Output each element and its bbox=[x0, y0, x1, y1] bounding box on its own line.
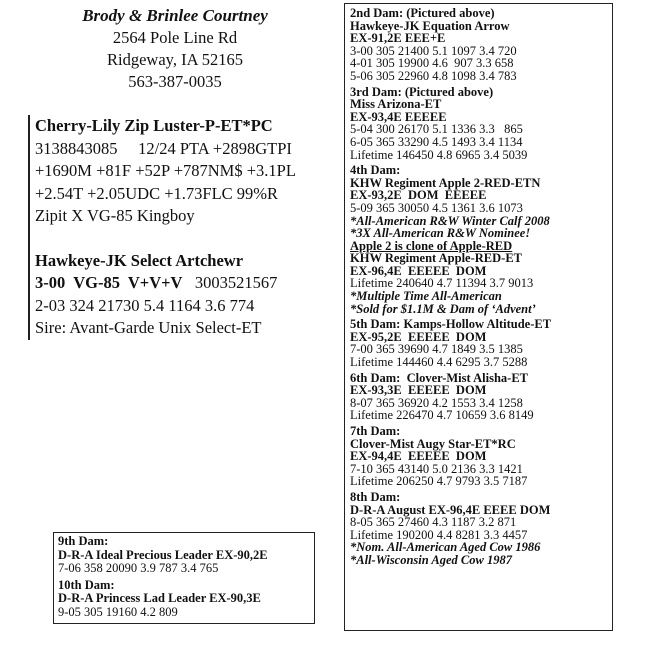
owner-street: 2564 Pole Line Rd bbox=[112, 28, 238, 47]
featured-animal bbox=[28, 115, 340, 340]
owner-city: Ridgeway, IA 52165 bbox=[107, 50, 243, 69]
dam3-class: EX-93,4E EEEEE bbox=[350, 109, 447, 124]
dam2-class: EX-91,2E EEE+E bbox=[350, 31, 446, 46]
dam4b-class: EX-96,4E EEEEE DOM bbox=[350, 263, 487, 278]
dam8-note-2: *All-Wisconsin Aged Cow 1987 bbox=[350, 552, 512, 567]
dam9-title: 9th Dam: bbox=[58, 534, 109, 548]
dam6-record-1: 8-07 365 36920 4.2 1553 3.4 1258 bbox=[350, 395, 523, 410]
dam6-lifetime: Lifetime 226470 4.7 10659 3.6 8149 bbox=[350, 408, 534, 423]
dam4-name: KHW Regiment Apple 2-RED-ETN bbox=[350, 175, 541, 190]
dam8-record-1: 8-05 365 27460 4.3 1187 3.2 871 bbox=[350, 515, 517, 530]
dam4-section bbox=[350, 164, 607, 315]
dam3-name: Miss Arizona-ET bbox=[350, 97, 442, 112]
dam2-record-1: 3-00 305 21400 5.1 1097 3.4 720 bbox=[350, 43, 517, 58]
dam3-record-1: 5-04 300 26170 5.1 1336 3.3 865 bbox=[350, 122, 523, 137]
dam-reg-number: 3003521567 bbox=[182, 273, 278, 292]
animal-sire-stack: Zipit X VG-85 Kingboy bbox=[35, 206, 195, 225]
dam6-section bbox=[350, 372, 607, 422]
animal-id-pta: 3138843085 12/24 PTA +2898GTPI bbox=[35, 138, 292, 158]
dam4-clone-note: Apple 2 is clone of Apple-RED bbox=[350, 238, 513, 253]
pedigree-box bbox=[344, 3, 613, 631]
dam9-record: 7-06 358 20090 3.9 787 3.4 765 bbox=[58, 561, 219, 575]
lower-dams-box bbox=[53, 532, 315, 624]
dam8-title: 8th Dam: bbox=[350, 489, 401, 504]
dam4b-note-2: *Sold for $1.1M & Dam of ‘Advent’ bbox=[350, 301, 536, 316]
dam7-name: Clover-Mist Augy Star-ET*RC bbox=[350, 436, 516, 451]
dam10-record: 9-05 305 19160 4.2 809 bbox=[58, 604, 178, 619]
dam4b-note-1: *Multiple Time All-American bbox=[350, 289, 502, 304]
dam-sire: Sire: Avant-Garde Unix Select-ET bbox=[35, 318, 262, 337]
dam4b-name: KHW Regiment Apple-RED-ET bbox=[350, 251, 522, 266]
owner-name: Brody & Brinlee Courtney bbox=[82, 6, 268, 25]
dam7-lifetime: Lifetime 206250 4.7 9793 3.5 7187 bbox=[350, 474, 528, 489]
dam8-section bbox=[350, 491, 607, 567]
dam6-title: 6th Dam: Clover-Mist Alisha-ET bbox=[350, 370, 528, 385]
dam4-title: 4th Dam: bbox=[350, 163, 401, 178]
dam-record: 2-03 324 21730 5.4 1164 3.6 774 bbox=[35, 295, 255, 315]
owner-contact bbox=[20, 5, 330, 93]
dam-classification bbox=[35, 272, 340, 295]
dam-name: Hawkeye-JK Select Artchewr bbox=[35, 250, 244, 270]
animal-genomics-1: +1690M +81F +52P +787NM$ +3.1PL bbox=[35, 161, 296, 180]
dam3-lifetime: Lifetime 146450 4.8 6965 3.4 5039 bbox=[350, 147, 528, 162]
dam6-class: EX-93,3E EEEEE DOM bbox=[350, 383, 487, 398]
dam5-lifetime: Lifetime 144460 4.4 6295 3.7 5288 bbox=[350, 355, 528, 370]
dam8-lifetime: Lifetime 190200 4.4 8281 3.3 4457 bbox=[350, 527, 528, 542]
dam2-name: Hawkeye-JK Equation Arrow bbox=[350, 18, 510, 33]
dam2-section bbox=[350, 7, 607, 83]
dam-class-score: 3-00 VG-85 V+V+V bbox=[35, 273, 183, 292]
dam5-title: 5th Dam: Kamps-Hollow Altitude-ET bbox=[350, 317, 552, 332]
dam4b-lifetime: Lifetime 240640 4.7 11394 3.7 9013 bbox=[350, 276, 534, 291]
dam5-section bbox=[350, 318, 607, 368]
dam4-note-2: *3X All-American R&W Nominee! bbox=[350, 226, 531, 241]
dam8-note-1: *Nom. All-American Aged Cow 1986 bbox=[350, 540, 541, 555]
dam7-class: EX-94,4E EEEEE DOM bbox=[350, 449, 487, 464]
dam2-record-3: 5-06 305 22960 4.8 1098 3.4 783 bbox=[350, 68, 517, 83]
dam5-class: EX-95,2E EEEEE DOM bbox=[350, 329, 487, 344]
dam4-class: EX-93,2E DOM EEEEE bbox=[350, 188, 487, 203]
dam10-name: D-R-A Princess Lad Leader EX-90,3E bbox=[58, 591, 261, 605]
dam8-name: D-R-A August EX-96,4E EEEE DOM bbox=[350, 502, 551, 517]
dam4-record-1: 5-09 365 30050 4.5 1361 3.6 1073 bbox=[350, 200, 523, 215]
animal-name: Cherry-Lily Zip Luster-P-ET*PC bbox=[35, 116, 273, 135]
dam5-record-1: 7-00 365 39690 4.7 1849 3.5 1385 bbox=[350, 342, 523, 357]
dam3-record-2: 6-05 365 33290 4.5 1493 3.4 1134 bbox=[350, 134, 523, 149]
dam4-note-1: *All-American R&W Winter Calf 2008 bbox=[350, 213, 550, 228]
dam3-section bbox=[350, 86, 607, 162]
dam7-section bbox=[350, 425, 607, 488]
dam3-title: 3rd Dam: (Pictured above) bbox=[350, 84, 494, 99]
animal-genomics-2: +2.54T +2.05UDC +1.73FLC 99%R bbox=[35, 183, 279, 203]
owner-phone: 563-387-0035 bbox=[128, 72, 222, 91]
dam2-title: 2nd Dam: (Pictured above) bbox=[350, 6, 495, 20]
dam9-name: D-R-A Ideal Precious Leader EX-90,2E bbox=[58, 547, 268, 562]
dam7-record-1: 7-10 365 43140 5.0 2136 3.3 1421 bbox=[350, 461, 523, 476]
dam7-title: 7th Dam: bbox=[350, 424, 401, 438]
dam10-title: 10th Dam: bbox=[58, 577, 115, 592]
dam2-record-2: 4-01 305 19900 4.6 907 3.3 658 bbox=[350, 56, 514, 71]
